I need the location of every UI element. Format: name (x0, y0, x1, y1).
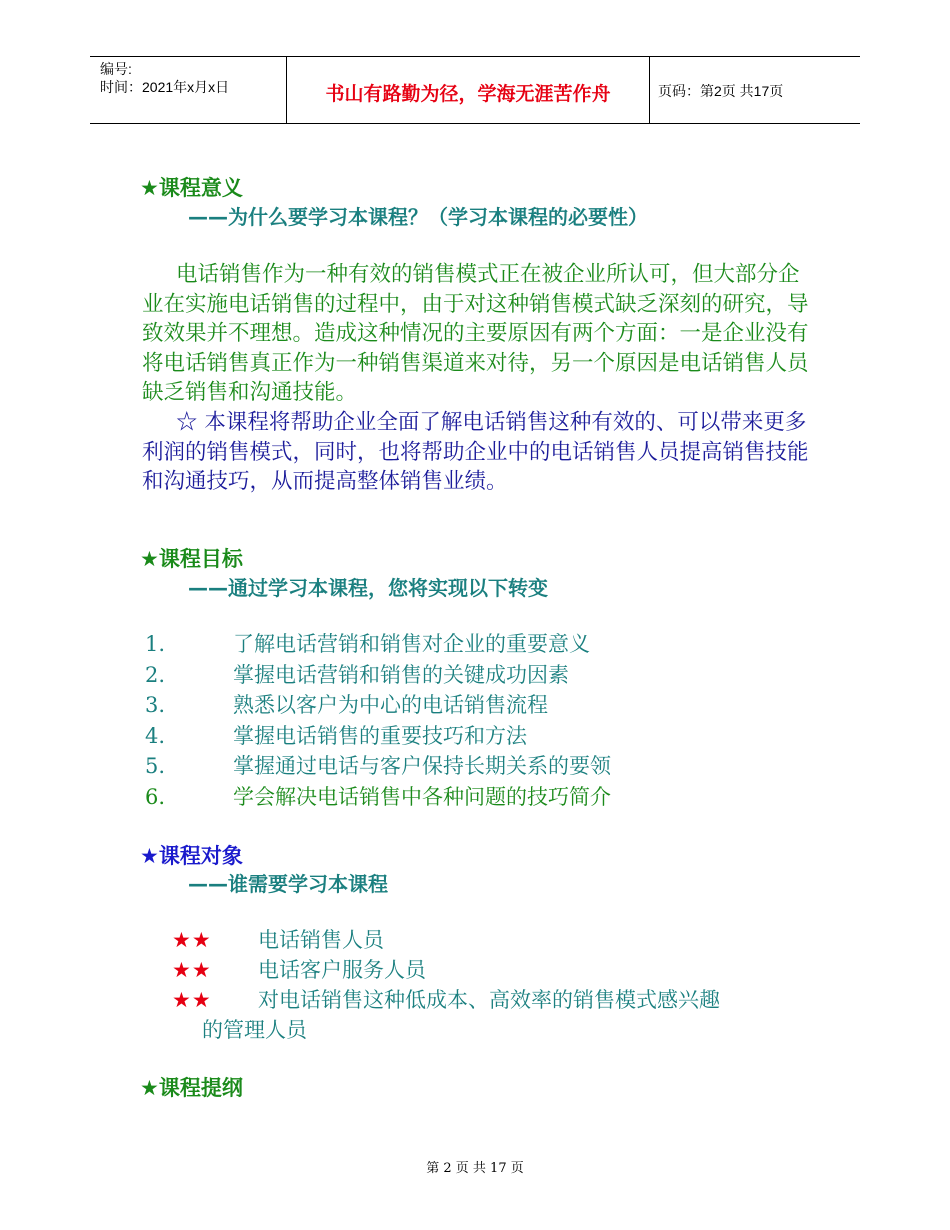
meaning-paragraph-2: ☆ 本课程将帮助企业全面了解电话销售这种有效的、可以带来更多利润的销售模式，同时，也将帮助企业中的电话销售人员提高销售技能和沟通技巧，从而提高整体销售业绩。 (142, 410, 809, 494)
section-title-audience: ★课程对象 (140, 844, 243, 868)
header-motto-cell (287, 57, 650, 123)
list-item-number: 1. (145, 632, 166, 656)
list-item-number: 4. (145, 723, 166, 748)
header-motto: 书山有路勤为径，学海无涯苦作舟 (325, 83, 611, 105)
list-item-number: 3. (145, 693, 166, 718)
star-bullet-icon: ★★ (172, 988, 212, 1012)
section-subtitle-audience: ——谁需要学习本课程 (188, 872, 388, 896)
list-item-text: 掌握电话营销和销售的关键成功因素 (233, 662, 569, 687)
list-item-text: 学会解决电话销售中各种问题的技巧简介 (233, 784, 611, 809)
list-item-text: 熟悉以客户为中心的电话销售流程 (233, 693, 548, 718)
list-item (172, 925, 817, 955)
header-page-info: 页码：第2页 共17页 (658, 83, 784, 99)
star-bullet-icon: ★★ (172, 958, 212, 982)
page-footer: 第 2 页 共 17 页 (426, 1161, 524, 1176)
meaning-paragraph-1: 电话销售作为一种有效的销售模式正在被企业所认可，但大部分企业在实施电话销售的过程中，由于对这种销售模式缺乏深刻的研究，导致效果并不理想。造成这种情况的主要原因有两个方面：一是企业没有将电话销售真正作为一种销售渠道来对待，另一个原因是电话销售人员缺乏销售和沟通技能。 (142, 262, 809, 405)
section-title-outline: ★课程提纲 (140, 1076, 243, 1100)
audience-list (172, 925, 817, 1045)
document-time-label: 时间：2021年x月x日 (100, 79, 230, 95)
list-item-text: 掌握通过电话与客户保持长期关系的要领 (233, 754, 611, 779)
page-header (90, 56, 860, 124)
section-subtitle-meaning: ——为什么要学习本课程？（学习本课程的必要性） (188, 205, 648, 229)
list-item-text: 了解电话营销和销售对企业的重要意义 (233, 632, 590, 656)
document-code-label: 编号: (100, 61, 132, 77)
section-title-meaning: ★课程意义 (140, 176, 243, 200)
list-item-number: 6. (145, 784, 166, 809)
list-item (172, 985, 817, 1045)
star-bullet-icon: ★★ (172, 928, 212, 952)
list-item-text: 电话客户服务人员 (258, 958, 426, 982)
list-item-text: 对电话销售这种低成本、高效率的销售模式感兴趣 (258, 988, 720, 1012)
list-item-number: 5. (145, 754, 166, 779)
list-item-text-continuation: 的管理人员 (202, 1018, 307, 1042)
section-subtitle-goals: ——通过学习本课程，您将实现以下转变 (188, 576, 548, 600)
list-item-text: 电话销售人员 (258, 928, 384, 952)
section-title-goals: ★课程目标 (140, 547, 243, 571)
header-page-cell (650, 57, 860, 123)
header-meta-cell (90, 57, 287, 123)
list-item-text: 掌握电话销售的重要技巧和方法 (233, 723, 527, 748)
list-item (172, 955, 817, 985)
list-item-number: 2. (145, 662, 166, 687)
